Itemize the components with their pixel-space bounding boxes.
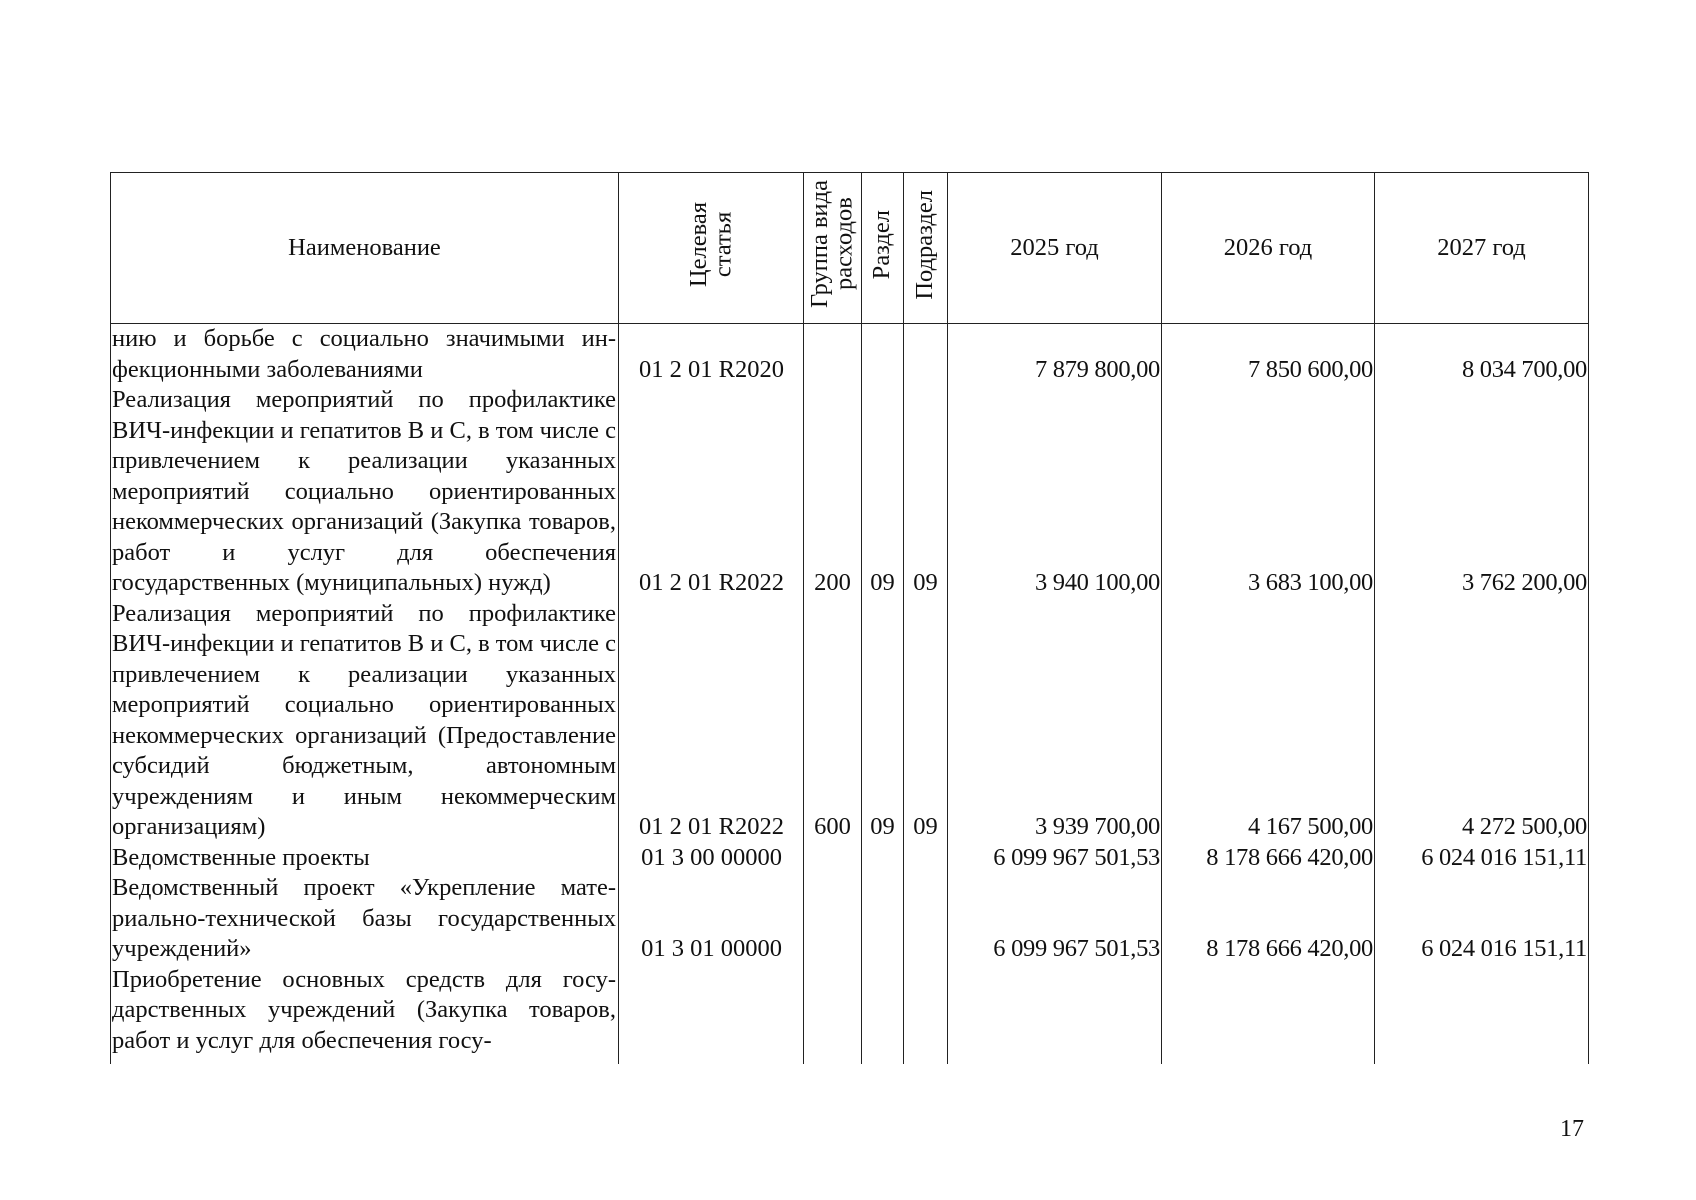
row-expense-group: 600 (804, 599, 862, 843)
row-amount-2027: 6 024 016 151,11 (1375, 873, 1589, 965)
page-number: 17 (1560, 1116, 1584, 1142)
header-year-2027: 2027 год (1375, 173, 1589, 324)
header-expense-group: Группа вида расходов (804, 173, 862, 324)
row-subsection (904, 843, 948, 874)
table-bottom-spacer (111, 1056, 1589, 1064)
table-row (111, 324, 1589, 386)
row-expense-group (804, 843, 862, 874)
row-name: Реализация мероприятий по профилактике ВИЧ-инфекции и гепатитов В и С, в том числе с привлечением к реализации указанных мероприятий социально ориентированных некоммерческих организаций (Закупка товаров, работ и услуг для обеспечения государственных (муниципальных) нужд) (111, 385, 619, 599)
header-subsection: Подраздел (904, 173, 948, 324)
row-subsection (904, 324, 948, 386)
row-amount-2026: 7 850 600,00 (1162, 324, 1375, 386)
table-row (111, 385, 1589, 599)
row-amount-2025 (948, 965, 1162, 1057)
row-amount-2027: 3 762 200,00 (1375, 385, 1589, 599)
row-subsection: 09 (904, 385, 948, 599)
row-subsection (904, 965, 948, 1057)
row-subsection: 09 (904, 599, 948, 843)
row-name: Реализация мероприятий по профилактике ВИЧ-инфекции и гепатитов В и С, в том числе с привлечением к реализации указанных мероприятий социально ориентированных некоммерческих организаций (Предоставление субсидий бюджетным, автономным учреждениям и иным некоммерческим организациям) (111, 599, 619, 843)
table-row (111, 599, 1589, 843)
row-amount-2025: 3 939 700,00 (948, 599, 1162, 843)
budget-table (110, 172, 1589, 1064)
row-name: нию и борьбе с социально значимыми инфекционными заболеваниями (111, 324, 619, 386)
row-target-article (619, 965, 804, 1057)
row-expense-group (804, 873, 862, 965)
row-amount-2026: 8 178 666 420,00 (1162, 873, 1375, 965)
row-amount-2025: 6 099 967 501,53 (948, 843, 1162, 874)
row-name: Ведомственный проект «Укрепление материально-технической базы государственных учреждений» (111, 873, 619, 965)
row-target-article: 01 2 01 R2020 (619, 324, 804, 386)
row-name: Ведомственные проекты (111, 843, 619, 874)
row-target-article: 01 2 01 R2022 (619, 599, 804, 843)
row-amount-2025: 3 940 100,00 (948, 385, 1162, 599)
row-expense-group (804, 965, 862, 1057)
row-amount-2025: 7 879 800,00 (948, 324, 1162, 386)
table-row (111, 873, 1589, 965)
row-section: 09 (862, 599, 904, 843)
row-expense-group (804, 324, 862, 386)
row-amount-2027: 4 272 500,00 (1375, 599, 1589, 843)
row-amount-2026: 4 167 500,00 (1162, 599, 1375, 843)
row-section: 09 (862, 385, 904, 599)
row-section (862, 873, 904, 965)
row-amount-2026 (1162, 965, 1375, 1057)
row-amount-2025: 6 099 967 501,53 (948, 873, 1162, 965)
row-amount-2026: 3 683 100,00 (1162, 385, 1375, 599)
row-subsection (904, 873, 948, 965)
row-section (862, 324, 904, 386)
header-name: Наименование (111, 173, 619, 324)
table-header (111, 173, 1589, 324)
table-row (111, 843, 1589, 874)
row-section (862, 843, 904, 874)
header-year-2025: 2025 год (948, 173, 1162, 324)
row-target-article: 01 3 00 00000 (619, 843, 804, 874)
header-target-article: Целевая статья (619, 173, 804, 324)
row-name: Приобретение основных средств для государственных учреждений (Закупка товаров, работ и услуг для обеспечения госу- (111, 965, 619, 1057)
row-section (862, 965, 904, 1057)
row-expense-group: 200 (804, 385, 862, 599)
header-year-2026: 2026 год (1162, 173, 1375, 324)
row-amount-2027: 6 024 016 151,11 (1375, 843, 1589, 874)
table-row (111, 965, 1589, 1057)
row-target-article: 01 3 01 00000 (619, 873, 804, 965)
header-section: Раздел (862, 173, 904, 324)
row-amount-2026: 8 178 666 420,00 (1162, 843, 1375, 874)
row-amount-2027: 8 034 700,00 (1375, 324, 1589, 386)
row-target-article: 01 2 01 R2022 (619, 385, 804, 599)
row-amount-2027 (1375, 965, 1589, 1057)
